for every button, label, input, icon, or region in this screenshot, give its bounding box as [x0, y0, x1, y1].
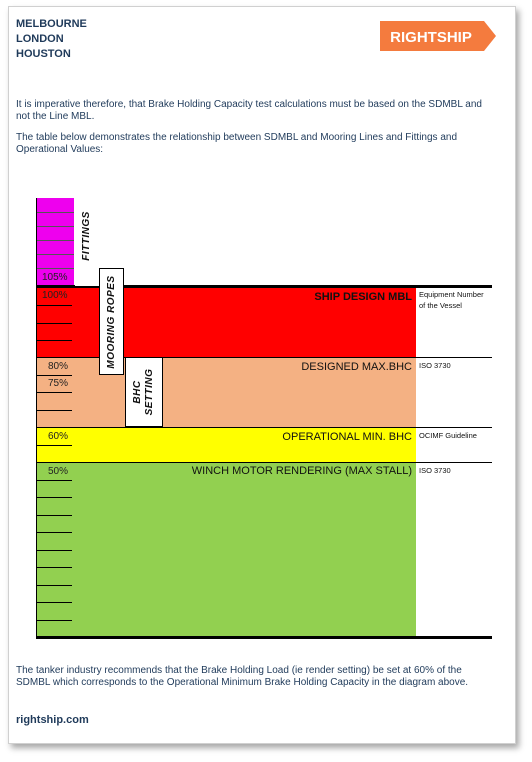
fittings-tick: [36, 268, 74, 269]
scale-tick: [36, 392, 72, 393]
scale-tick: [36, 567, 72, 568]
fittings-label: FITTINGS: [81, 211, 92, 261]
line-60: [36, 427, 492, 428]
percent-80: 80%: [48, 361, 69, 372]
scale-tick: [36, 602, 72, 603]
scale-tick: [36, 585, 72, 586]
rightship-logo: [380, 18, 498, 54]
standard-iso-2: ISO 3730: [419, 466, 451, 475]
fittings-tick: [36, 212, 74, 213]
percent-60: 60%: [48, 431, 69, 442]
percent-75: 75%: [48, 378, 69, 389]
office-locations: [16, 17, 87, 62]
winch-motor-band: [36, 462, 416, 637]
scale-tick: [36, 515, 72, 516]
percent-50: 50%: [48, 466, 69, 477]
intro-paragraph-2: The table below demonstrates the relationship between SDMBL and Mooring Lines and Fittings and Operational Values:: [16, 132, 458, 155]
city-houston: HOUSTON: [16, 48, 71, 60]
designed-max-label: DESIGNED MAX.BHC: [301, 361, 412, 373]
mooring-ropes-box: [99, 268, 124, 375]
line-0: [36, 636, 492, 639]
city-melbourne: MELBOURNE: [16, 18, 87, 30]
bhc-setting-box: [125, 357, 163, 427]
scale-tick: [36, 480, 72, 481]
intro-paragraph-1: It is imperative therefore, that Brake Holding Capacity test calculations must be based on the SDMBL and not the Line MBL.: [16, 99, 482, 122]
axis-line: [36, 198, 37, 638]
scale-tick: [36, 445, 72, 446]
footer-website[interactable]: rightship.com: [16, 714, 89, 726]
percent-105: 105%: [42, 272, 68, 283]
scale-tick: [36, 375, 72, 376]
operational-min-label: OPERATIONAL MIN. BHC: [282, 431, 412, 443]
scale-tick: [36, 620, 72, 621]
scale-tick: [36, 532, 72, 533]
fittings-tick: [36, 240, 74, 241]
fittings-box: [75, 186, 99, 286]
scale-tick: [36, 305, 72, 306]
standard-ocimf: OCIMF Guideline: [419, 431, 477, 440]
bhc-setting-line2: SETTING: [144, 368, 155, 416]
scale-tick: [36, 340, 72, 341]
fittings-tick: [36, 254, 74, 255]
scale-tick: [36, 550, 72, 551]
conclusion-paragraph: The tanker industry recommends that the Brake Holding Load (ie render setting) be set at 60% of the SDMBL which corresponds to the Operational Minimum Brake Holding Capacity in the diagram above.: [16, 665, 469, 688]
percent-100: 100%: [42, 290, 68, 301]
mooring-ropes-label: MOORING ROPES: [105, 274, 117, 369]
line-50: [36, 462, 492, 463]
standard-iso-1: ISO 3730: [419, 361, 451, 370]
city-london: LONDON: [16, 33, 64, 45]
scale-tick: [36, 323, 72, 324]
logo-text: RIGHTSHIP: [390, 29, 472, 46]
bhc-setting-line1: BHC: [132, 380, 143, 404]
fittings-tick: [36, 226, 74, 227]
scale-tick: [36, 410, 72, 411]
ship-design-label: SHIP DESIGN MBL: [314, 291, 412, 303]
standard-equipment: Equipment Number of the Vessel: [419, 290, 484, 310]
scale-tick: [36, 497, 72, 498]
winch-motor-label: WINCH MOTOR RENDERING (MAX STALL): [191, 465, 412, 477]
bhc-setting-label: [132, 369, 156, 416]
